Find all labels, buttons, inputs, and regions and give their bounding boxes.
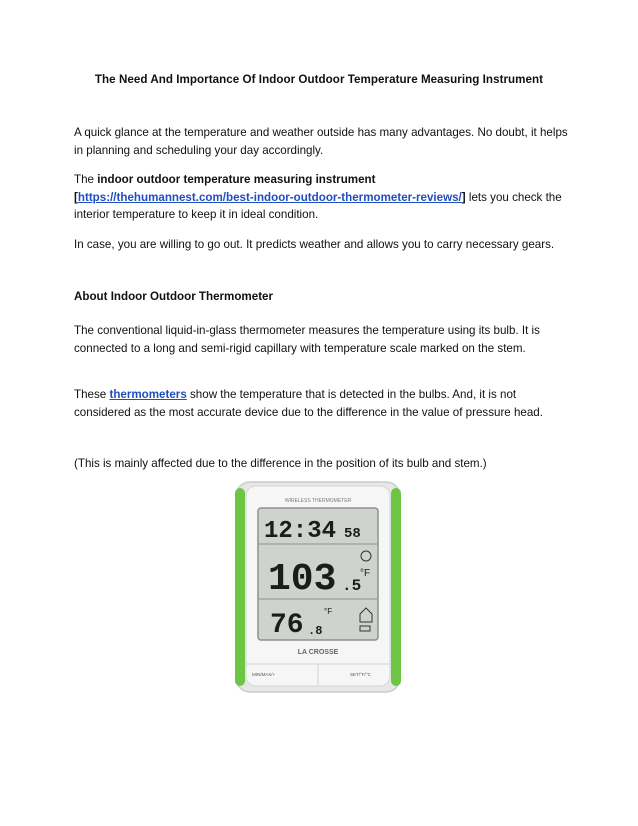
lcd-time: 12:34 bbox=[264, 518, 337, 545]
article-link[interactable]: https://thehumannest.com/best-indoor-outdoor-thermometer-reviews/ bbox=[77, 190, 462, 204]
button-minmax: MIN/MAX/+ bbox=[252, 672, 276, 677]
paragraph-conventional: The conventional liquid-in-glass thermometer measures the temperature using its bulb. It is connected to a long and semi-rigid capillary with temperature scale marked on the stem. bbox=[74, 324, 540, 355]
text: These bbox=[74, 388, 110, 401]
bracket-close: ] bbox=[461, 190, 466, 204]
lcd-temperature: 103 bbox=[268, 558, 337, 601]
lcd-temperature-unit: °F bbox=[360, 568, 371, 579]
bold-phrase: indoor outdoor temperature measuring instrument bbox=[97, 173, 376, 186]
paragraph-intro: A quick glance at the temperature and weather outside has many advantages. No doubt, it helps in planning and scheduling your day accordingly. bbox=[74, 126, 568, 157]
text: show the temperature that is detected in the bulbs. And, it is not considered as the most accurate device due to the difference in the value of pressure head. bbox=[74, 388, 543, 419]
section-heading: About Indoor Outdoor Thermometer bbox=[74, 290, 274, 303]
button-set: SET/°F/°C bbox=[350, 672, 371, 677]
brand-logo: LA CROSSE bbox=[297, 649, 339, 656]
device-rim-left bbox=[235, 488, 245, 686]
paragraph-note: (This is mainly affected due to the difference in the position of its bulb and stem.) bbox=[74, 457, 487, 470]
lcd-temperature-decimal: .5 bbox=[342, 577, 362, 595]
paragraph-instrument bbox=[74, 171, 574, 224]
paragraph-weather: In case, you are willing to go out. It predicts weather and allows you to carry necessary gears. bbox=[74, 238, 555, 251]
bracket-open: [ bbox=[74, 190, 78, 204]
paragraph-thermometers bbox=[74, 386, 574, 421]
thermometer-photo bbox=[232, 478, 404, 696]
text: lets you check the interior temperature to keep it in ideal condition. bbox=[74, 190, 562, 221]
document-title: The Need And Importance Of Indoor Outdoor Temperature Measuring Instrument bbox=[94, 73, 544, 86]
lcd-indoor-temperature: 76 bbox=[270, 610, 304, 641]
text: The bbox=[74, 173, 98, 186]
device-label: WIRELESS THERMOMETER bbox=[284, 498, 352, 504]
lcd-seconds: 58 bbox=[344, 526, 361, 542]
lcd-indoor-decimal: .8 bbox=[308, 624, 323, 638]
thermometers-link[interactable]: thermometers bbox=[109, 388, 187, 401]
device-rim-right bbox=[391, 488, 401, 686]
lcd-indoor-unit: °F bbox=[324, 607, 333, 616]
